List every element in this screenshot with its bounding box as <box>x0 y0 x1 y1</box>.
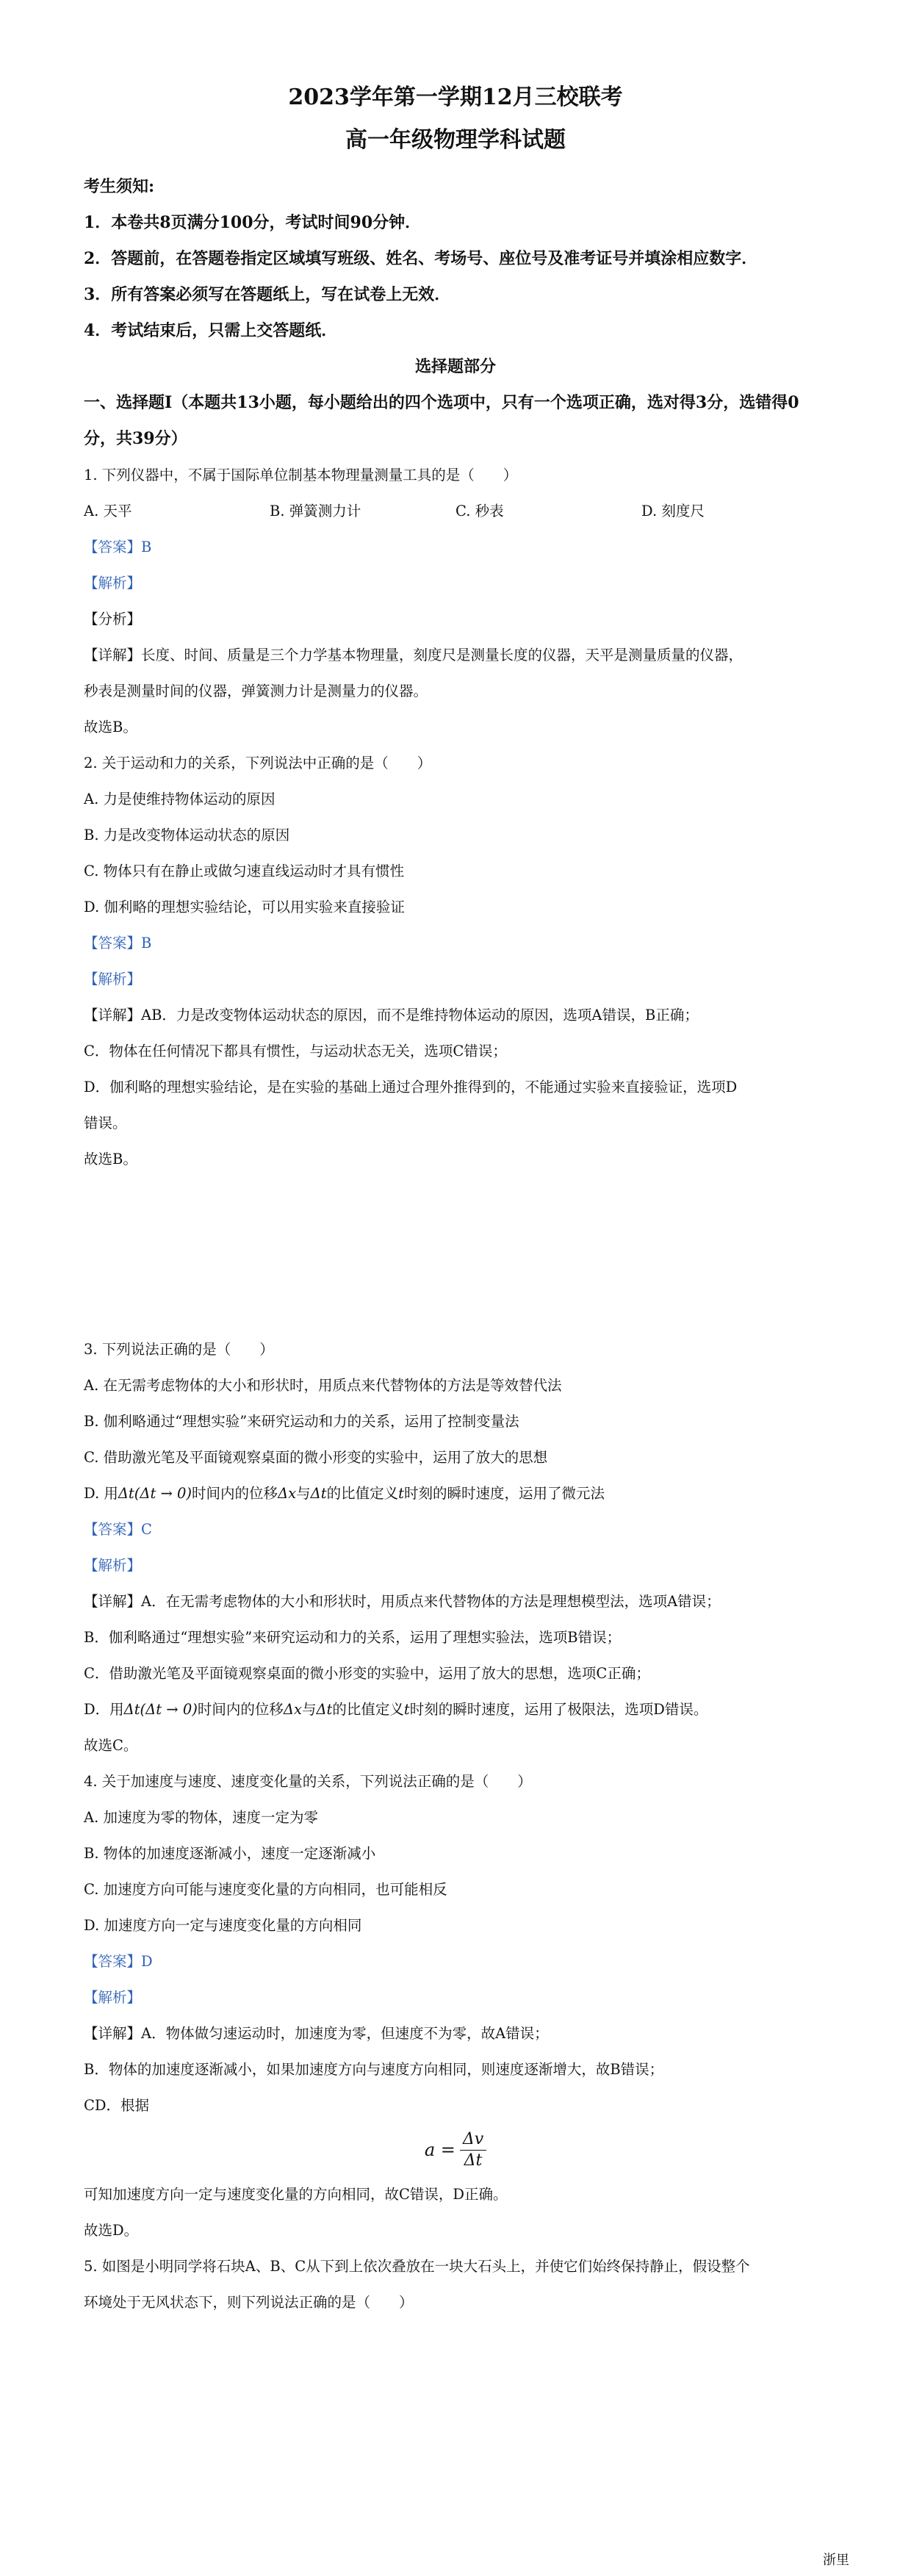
q1-detail: 秒表是测量时间的仪器，弹簧测力计是测量力的仪器。 <box>84 683 428 699</box>
formula-lhs: a = <box>424 2140 455 2160</box>
q4-answer: 【答案】D <box>84 1953 153 1970</box>
section-intro: 一、选择题Ⅰ（本题共13小题，每小题给出的四个选项中，只有一个选项正确，选对得3分，选错得0分，共39分） <box>84 393 799 448</box>
q2-answer: 【答案】B <box>84 935 152 951</box>
q2-analysis-label: 【解析】 <box>84 971 142 987</box>
q2-detail: C．物体在任何情况下都具有惯性，与运动状态无关，选项C错误； <box>84 1043 507 1059</box>
q4-detail: CD．根据 <box>84 2097 150 2114</box>
q3-option-b: B. 伽利略通过“理想实验”来研究运动和力的关系，运用了控制变量法 <box>84 1413 519 1430</box>
formula-numerator: Δv <box>460 2129 486 2151</box>
q3-detail-text: D．用 <box>84 1701 124 1718</box>
q1-analysis-label: 【解析】 <box>84 575 142 591</box>
q3-detail-text: 的比值定义 <box>332 1701 404 1718</box>
q2-option-d: D. 伽利略的理想实验结论，可以用实验来直接验证 <box>84 899 405 915</box>
q3-option-d-text: 的比值定义 <box>326 1485 399 1502</box>
exam-title: 2023学年第一学期12月三校联考 <box>288 84 623 110</box>
q3-detail: C．借助激光笔及平面镜观察桌面的微小形变的实验中，运用了放大的思想，选项C正确； <box>84 1665 650 1682</box>
q3-detail-text: 与 <box>301 1701 317 1718</box>
q3-detail-dx: Δx <box>283 1701 302 1718</box>
notice-item: 3．所有答案必须写在答题纸上，写在试卷上无效． <box>84 285 451 304</box>
q4-option-d: D. 加速度方向一定与速度变化量的方向相同 <box>84 1917 362 1934</box>
q1-options <box>84 493 827 529</box>
q5-stem: 环境处于无风状态下，则下列说法正确的是（ ） <box>84 2294 414 2311</box>
page-footer: 浙里 <box>823 2552 849 2568</box>
q3-option-d-text: 时刻的瞬时速度，运用了微元法 <box>403 1485 605 1502</box>
q1-option-a: A. 天平 <box>84 503 132 519</box>
q2-option-c: C. 物体只有在静止或做匀速直线运动时才具有惯性 <box>84 863 405 879</box>
blank-gap <box>84 1177 827 1331</box>
q3-detail-text: 时刻的瞬时速度，运用了极限法，选项D错误。 <box>409 1701 708 1718</box>
q2-conclusion: 故选B。 <box>84 1151 137 1168</box>
q4-detail: 【详解】A．物体做匀速运动时，加速度为零，但速度不为零，故A错误； <box>84 2025 549 2042</box>
q3-detail-expr: Δt(Δt → 0) <box>123 1701 198 1718</box>
q3-detail-text: 时间内的位移 <box>197 1701 284 1718</box>
notice-item: 1．本卷共8页满分100分，考试时间90分钟． <box>84 213 422 232</box>
q3-conclusion: 故选C。 <box>84 1737 138 1754</box>
q1-fenxi-label: 【分析】 <box>84 611 142 627</box>
q4-analysis-label: 【解析】 <box>84 1989 142 2006</box>
q3-option-c: C. 借助激光笔及平面镜观察桌面的微小形变的实验中，运用了放大的思想 <box>84 1449 548 1466</box>
q3-option-d-t: t <box>398 1485 404 1502</box>
q2-stem: 2. 关于运动和力的关系，下列说法中正确的是（ ） <box>84 755 432 771</box>
q3-option-d-dx: Δx <box>278 1485 297 1502</box>
q3-analysis-label: 【解析】 <box>84 1557 142 1574</box>
formula-denominator: Δt <box>464 2151 483 2170</box>
q1-option-c: C. 秒表 <box>455 503 504 519</box>
q1-detail: 【详解】长度、时间、质量是三个力学基本物理量，刻度尺是测量长度的仪器，天平是测量质量的仪器， <box>84 647 743 663</box>
q5-stem: 5. 如图是小明同学将石块A、B、C从下到上依次叠放在一块大石头上，并使它们始终保持静止，假设整个 <box>84 2258 750 2275</box>
notice-item: 4．考试结束后，只需上交答题纸． <box>84 321 338 340</box>
notice-item: 2．答题前，在答题卷指定区域填写班级、姓名、考场号、座位号及准考证号并填涂相应数字． <box>84 249 758 268</box>
q4-detail: B．物体的加速度逐渐减小，如果加速度方向与速度方向相同，则速度逐渐增大，故B错误； <box>84 2061 664 2078</box>
q3-detail-d <box>84 1691 827 1727</box>
q2-detail: 错误。 <box>84 1115 127 1132</box>
q3-answer: 【答案】C <box>84 1521 152 1538</box>
notice-heading: 考生须知: <box>84 177 155 196</box>
q3-option-a: A. 在无需考虑物体的大小和形状时，用质点来代替物体的方法是等效替代法 <box>84 1377 562 1394</box>
q4-conclusion: 故选D。 <box>84 2222 139 2239</box>
q4-stem: 4. 关于加速度与速度、速度变化量的关系，下列说法正确的是（ ） <box>84 1773 532 1790</box>
q4-option-c: C. 加速度方向可能与速度变化量的方向相同，也可能相反 <box>84 1881 447 1898</box>
q4-option-b: B. 物体的加速度逐渐减小，速度一定逐渐减小 <box>84 1845 376 1862</box>
q3-option-d <box>84 1475 827 1511</box>
q3-detail: 【详解】A．在无需考虑物体的大小和形状时，用质点来代替物体的方法是理想模型法，选项A错误； <box>84 1593 721 1610</box>
acceleration-formula <box>84 2123 827 2176</box>
q1-option-d: D. 刻度尺 <box>641 503 705 519</box>
q3-option-d-text: 与 <box>296 1485 311 1502</box>
q3-detail-t: t <box>403 1701 410 1718</box>
q3-option-d-dt: Δt <box>310 1485 327 1502</box>
q1-option-b: B. 弹簧测力计 <box>270 503 361 519</box>
q2-option-a: A. 力是使维持物体运动的原因 <box>84 791 276 807</box>
q2-option-b: B. 力是改变物体运动状态的原因 <box>84 827 290 843</box>
q4-option-a: A. 加速度为零的物体，速度一定为零 <box>84 1809 318 1826</box>
section-title: 选择题部分 <box>414 357 496 376</box>
q3-option-d-text: D. 用 <box>84 1485 118 1502</box>
q3-stem: 3. 下列说法正确的是（ ） <box>84 1341 274 1358</box>
page-content <box>84 81 827 2320</box>
q1-stem: 1. 下列仪器中，不属于国际单位制基本物理量测量工具的是（ ） <box>84 467 518 483</box>
q3-option-d-expr: Δt(Δt → 0) <box>118 1485 192 1502</box>
q2-detail: 【详解】AB．力是改变物体运动状态的原因，而不是维持物体运动的原因，选项A错误，B正确； <box>84 1007 699 1023</box>
q1-conclusion: 故选B。 <box>84 719 137 735</box>
q2-detail: D．伽利略的理想实验结论，是在实验的基础上通过合理外推得到的，不能通过实验来直接验证，选项D <box>84 1079 738 1095</box>
q3-detail: B．伽利略通过“理想实验”来研究运动和力的关系，运用了理想实验法，选项B错误； <box>84 1629 622 1646</box>
exam-subtitle: 高一年级物理学科试题 <box>345 127 566 153</box>
q4-detail: 可知加速度方向一定与速度变化量的方向相同，故C错误，D正确。 <box>84 2186 508 2203</box>
q3-detail-dt: Δt <box>316 1701 333 1718</box>
q1-answer: 【答案】B <box>84 539 152 555</box>
formula-fraction <box>460 2129 486 2171</box>
q3-option-d-text: 时间内的位移 <box>192 1485 278 1502</box>
